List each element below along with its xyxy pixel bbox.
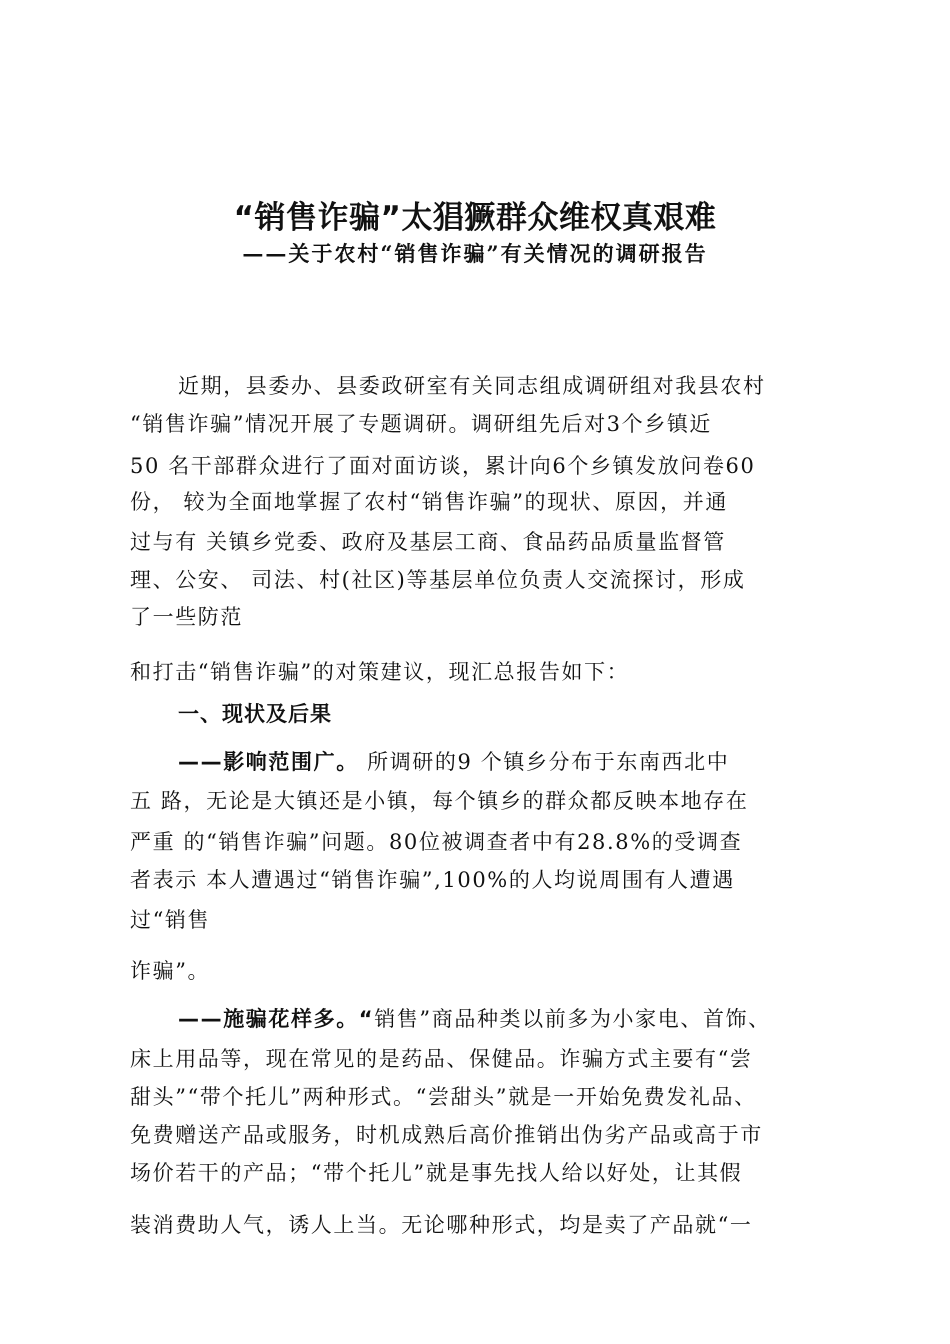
intro-line: 近期，县委办、县委政研室有关同志组成调研组对我县农村 bbox=[178, 374, 766, 398]
paragraph-line: 严重 的“销售诈骗”问题。80位被调查者中有28.8%的受调查 bbox=[130, 830, 743, 854]
section-heading: 一、现状及后果 bbox=[178, 702, 332, 726]
paragraph-line: 甜头”“带个托儿”两种形式。“尝甜头”就是一开始免费发礼品、 bbox=[130, 1085, 757, 1109]
intro-line: 了一些防范 bbox=[130, 605, 243, 629]
document-subtitle: ——关于农村“销售诈骗”有关情况的调研报告 bbox=[242, 241, 708, 266]
paragraph-line: 床上用品等，现在常见的是药品、保健品。诈骗方式主要有“尝 bbox=[130, 1047, 753, 1071]
paragraph-text: 所调研的9 个镇乡分布于东南西北中 bbox=[358, 750, 730, 774]
paragraph-line: 五 路，无论是大镇还是小镇，每个镇乡的群众都反映本地存在 bbox=[130, 789, 749, 813]
paragraph-first-line bbox=[178, 747, 729, 777]
paragraph-first-line bbox=[178, 1004, 771, 1034]
paragraph-line: 免费赠送产品或服务，时机成熟后高价推销出伪劣产品或高于市 bbox=[130, 1123, 763, 1147]
paragraph-line: 场价若干的产品；“带个托儿”就是事先找人给以好处，让其假 bbox=[130, 1161, 743, 1185]
paragraph-text: 销售”商品种类以前多为小家电、首饰、 bbox=[374, 1007, 771, 1031]
paragraph-lead: ——施骗花样多。“ bbox=[178, 1007, 375, 1031]
paragraph-line: 过“销售 bbox=[130, 908, 211, 932]
intro-line: “销售诈骗”情况开展了专题调研。调研组先后对3个乡镇近 bbox=[130, 412, 713, 436]
paragraph-line: 者表示 本人遭遇过“销售诈骗”,100%的人均说周围有人遭遇 bbox=[130, 868, 735, 892]
document-title: “销售诈骗”太猖獗群众维权真艰难 bbox=[233, 200, 717, 236]
intro-line: 和打击“销售诈骗”的对策建议，现汇总报告如下： bbox=[130, 660, 630, 684]
intro-line: 份， 较为全面地掌握了农村“销售诈骗”的现状、原因，并通 bbox=[130, 490, 728, 514]
intro-line: 50 名干部群众进行了面对面访谈，累计向6个乡镇发放问卷60 bbox=[130, 454, 756, 478]
paragraph-line: 诈骗”。 bbox=[130, 959, 211, 983]
paragraph-lead: ——影响范围广。 bbox=[178, 750, 359, 774]
intro-line: 理、公安、 司法、村(社区)等基层单位负责人交流探讨，形成 bbox=[130, 568, 746, 592]
paragraph-line: 装消费助人气，诱人上当。无论哪种形式，均是卖了产品就“一 bbox=[130, 1213, 753, 1237]
intro-line: 过与有 关镇乡党委、政府及基层工商、食品药品质量监督管 bbox=[130, 530, 726, 554]
